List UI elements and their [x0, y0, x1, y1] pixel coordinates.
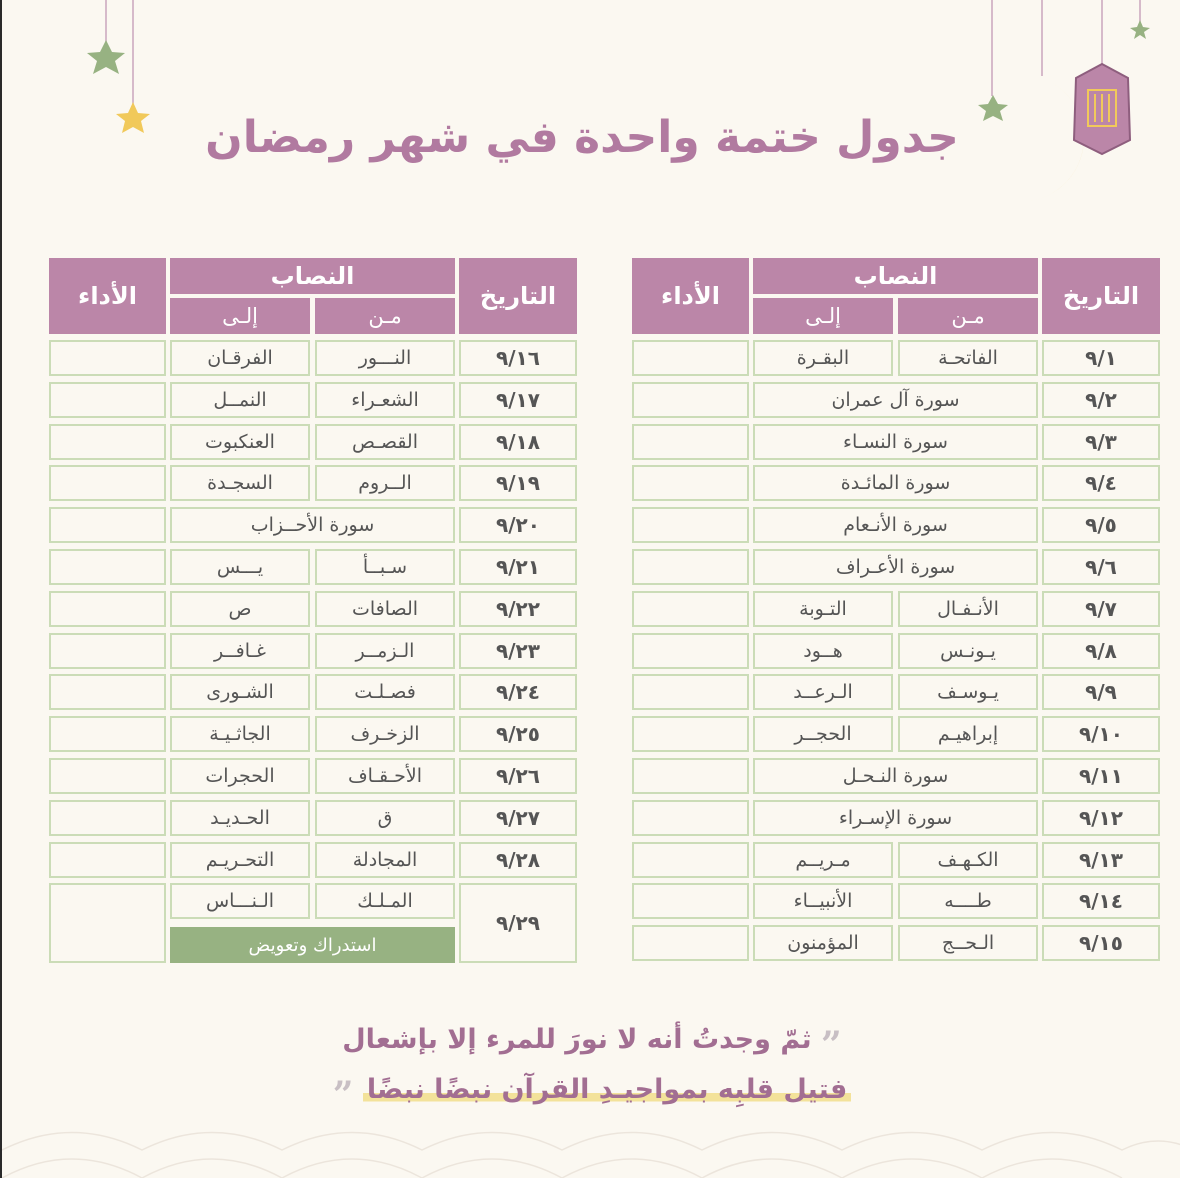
surah-cell: سورة النسـاء — [753, 424, 1038, 460]
date-cell: ٩/١٥ — [1042, 925, 1160, 961]
to-cell: البقـرة — [753, 340, 893, 376]
done-checkbox-cell[interactable] — [49, 758, 166, 794]
from-cell: الزخـرف — [315, 716, 455, 752]
to-cell: الجاثـيـة — [170, 716, 310, 752]
done-checkbox-cell[interactable] — [632, 424, 749, 460]
done-checkbox-cell[interactable] — [49, 549, 166, 585]
date-cell: ٩/١٩ — [459, 465, 577, 501]
surah-cell: سورة الأحــزاب — [170, 507, 455, 543]
surah-cell: سورة آل عمران — [753, 382, 1038, 418]
date-cell: ٩/٨ — [1042, 633, 1160, 669]
star-icon — [116, 102, 150, 133]
date-cell: ٩/٢ — [1042, 382, 1160, 418]
done-checkbox-cell[interactable] — [632, 382, 749, 418]
date-cell: ٩/٣ — [1042, 424, 1160, 460]
surah-cell: سورة النـحـل — [753, 758, 1038, 794]
header-to: إلـى — [170, 298, 310, 334]
from-cell: الأحـقـاف — [315, 758, 455, 794]
from-cell: الفاتحـة — [898, 340, 1038, 376]
to-cell: الحـديـد — [170, 800, 310, 836]
header-done: الأداء — [49, 258, 166, 334]
date-cell: ٩/١٨ — [459, 424, 577, 460]
quote-text-2: فتيل قلبِه بمواجيـدِ القرآن نبضًا نبضًا — [363, 1074, 851, 1105]
from-cell: الــروم — [315, 465, 455, 501]
to-cell: التـوبة — [753, 591, 893, 627]
from-cell: طــــه — [898, 883, 1038, 919]
date-cell: ٩/٢٨ — [459, 842, 577, 878]
done-checkbox-cell[interactable] — [632, 674, 749, 710]
date-cell: ٩/٩ — [1042, 674, 1160, 710]
to-cell: يـــس — [170, 549, 310, 585]
from-cell: فصـلـت — [315, 674, 455, 710]
date-cell: ٩/٢٦ — [459, 758, 577, 794]
done-checkbox-cell[interactable] — [632, 465, 749, 501]
lantern-icon — [1074, 64, 1130, 154]
to-cell: الـرعــد — [753, 674, 893, 710]
done-checkbox-cell[interactable] — [632, 758, 749, 794]
surah-cell: سورة الأعـراف — [753, 549, 1038, 585]
done-checkbox-cell[interactable] — [632, 842, 749, 878]
date-cell: ٩/٢٠ — [459, 507, 577, 543]
date-cell: ٩/٢١ — [459, 549, 577, 585]
date-cell: ٩/١٣ — [1042, 842, 1160, 878]
done-checkbox-cell[interactable] — [632, 883, 749, 919]
to-cell: مـريــم — [753, 842, 893, 878]
done-checkbox-cell[interactable] — [632, 800, 749, 836]
from-cell: الصافات — [315, 591, 455, 627]
done-checkbox-cell[interactable] — [632, 716, 749, 752]
done-checkbox-cell[interactable] — [49, 465, 166, 501]
done-checkbox-cell[interactable] — [49, 591, 166, 627]
from-cell: النـــور — [315, 340, 455, 376]
header-from: مـن — [898, 298, 1038, 334]
to-cell: الحجــر — [753, 716, 893, 752]
from-cell: يـوسـف — [898, 674, 1038, 710]
to-cell: الشـورى — [170, 674, 310, 710]
header-done: الأداء — [632, 258, 749, 334]
to-cell: السجـدة — [170, 465, 310, 501]
date-cell: ٩/٢٥ — [459, 716, 577, 752]
done-checkbox-cell[interactable] — [49, 382, 166, 418]
schedule-table-left — [49, 258, 577, 968]
done-checkbox-cell[interactable] — [632, 340, 749, 376]
quote-line-2 — [262, 1074, 922, 1116]
done-checkbox-cell[interactable] — [49, 674, 166, 710]
makeup-cell: استدراك وتعويض — [170, 927, 455, 963]
to-cell: العنكبوت — [170, 424, 310, 460]
to-cell: التحـريـم — [170, 842, 310, 878]
done-checkbox-cell[interactable] — [49, 340, 166, 376]
date-cell: ٩/٥ — [1042, 507, 1160, 543]
from-cell: المجادلة — [315, 842, 455, 878]
date-cell: ٩/٢٧ — [459, 800, 577, 836]
to-cell: الـنـــاس — [170, 883, 310, 919]
from-cell: الـزمــر — [315, 633, 455, 669]
done-checkbox-cell[interactable] — [49, 424, 166, 460]
crescent-moon-icon — [998, 78, 1084, 202]
to-cell: غـافــر — [170, 633, 310, 669]
header-date: التاريخ — [1042, 258, 1160, 334]
page-title: جدول ختمة واحدة في شهر رمضان — [205, 112, 959, 163]
from-cell: الأنـفـال — [898, 591, 1038, 627]
star-icon — [978, 95, 1008, 121]
date-cell: ٩/١١ — [1042, 758, 1160, 794]
header-date: التاريخ — [459, 258, 577, 334]
from-cell: المـلـك — [315, 883, 455, 919]
surah-cell: سورة الأنـعام — [753, 507, 1038, 543]
done-checkbox-cell[interactable] — [49, 842, 166, 878]
open-quote-mark: ” — [821, 1024, 842, 1066]
done-checkbox-cell[interactable] — [49, 716, 166, 752]
date-cell: ٩/١٤ — [1042, 883, 1160, 919]
from-cell: إبراهيـم — [898, 716, 1038, 752]
date-cell: ٩/٤ — [1042, 465, 1160, 501]
to-cell: هــود — [753, 633, 893, 669]
to-cell: الحجرات — [170, 758, 310, 794]
date-cell: ٩/٧ — [1042, 591, 1160, 627]
done-checkbox-cell[interactable] — [632, 925, 749, 961]
to-cell: المؤمنون — [753, 925, 893, 961]
header-from: مـن — [315, 298, 455, 334]
done-checkbox-cell[interactable] — [49, 507, 166, 543]
from-cell: يـونـس — [898, 633, 1038, 669]
date-cell: ٩/١٦ — [459, 340, 577, 376]
to-cell: الفرقـان — [170, 340, 310, 376]
quote-text-1: ثمّ وجدتُ أنه لا نورَ للمرء إلا بإشعال — [342, 1024, 812, 1055]
from-cell: الكـهـف — [898, 842, 1038, 878]
header-to: إلـى — [753, 298, 893, 334]
close-quote-mark: ” — [332, 1074, 354, 1116]
header-share: النصاب — [170, 258, 455, 294]
date-cell: ٩/٢٢ — [459, 591, 577, 627]
surah-cell: سورة المائـدة — [753, 465, 1038, 501]
star-icon — [1130, 20, 1150, 39]
date-cell: ٩/٦ — [1042, 549, 1160, 585]
from-cell: ق — [315, 800, 455, 836]
date-cell: ٩/١ — [1042, 340, 1160, 376]
date-cell: ٩/٢٤ — [459, 674, 577, 710]
surah-cell: سورة الإسـراء — [753, 800, 1038, 836]
from-cell: القصـص — [315, 424, 455, 460]
done-checkbox-cell[interactable] — [632, 507, 749, 543]
done-checkbox-cell[interactable] — [632, 549, 749, 585]
date-cell: ٩/٢٣ — [459, 633, 577, 669]
date-cell: ٩/١٠ — [1042, 716, 1160, 752]
to-cell: الأنبيــاء — [753, 883, 893, 919]
from-cell: سـبــأ — [315, 549, 455, 585]
date-cell: ٩/١٢ — [1042, 800, 1160, 836]
date-cell: ٩/١٧ — [459, 382, 577, 418]
to-cell: ص — [170, 591, 310, 627]
date-cell: ٩/٢٩ — [459, 883, 577, 963]
done-checkbox-cell[interactable] — [632, 633, 749, 669]
done-checkbox-cell[interactable] — [632, 591, 749, 627]
done-checkbox-cell[interactable] — [49, 883, 166, 963]
bottom-pattern — [2, 1133, 1180, 1178]
from-cell: الشعـراء — [315, 382, 455, 418]
schedule-table-right — [632, 258, 1160, 968]
header-share: النصاب — [753, 258, 1038, 294]
to-cell: النمــل — [170, 382, 310, 418]
quote-line-1 — [262, 1024, 922, 1066]
from-cell: الـحــج — [898, 925, 1038, 961]
done-checkbox-cell[interactable] — [49, 633, 166, 669]
done-checkbox-cell[interactable] — [49, 800, 166, 836]
star-icon — [87, 40, 125, 74]
